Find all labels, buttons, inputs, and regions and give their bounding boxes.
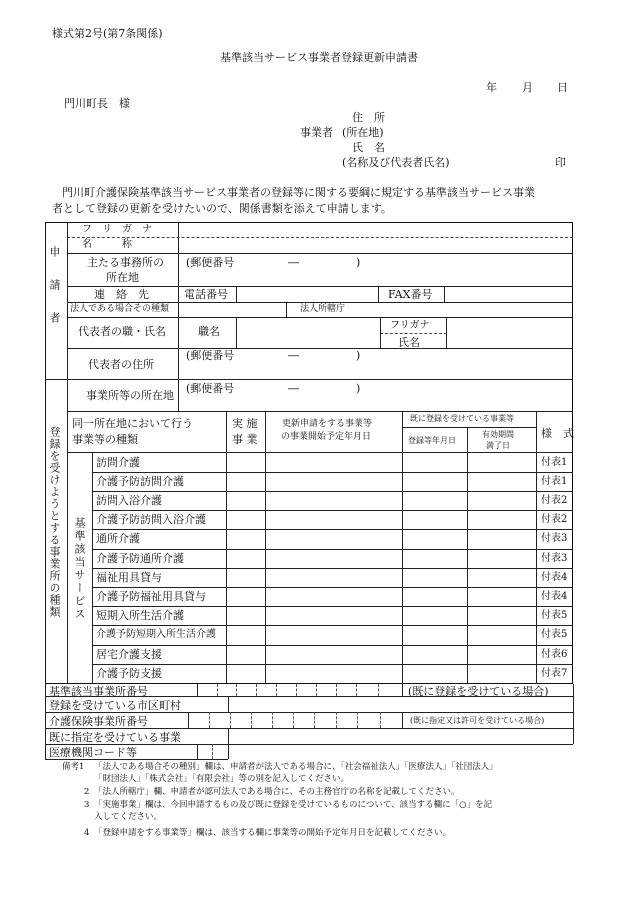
position-field[interactable]	[240, 322, 376, 342]
start-date-header-1: 更新申請をする事業等	[282, 419, 373, 429]
representative-name-field[interactable]	[450, 322, 568, 342]
municipality-field[interactable]	[232, 700, 568, 711]
service-row-name: 訪問介護	[96, 456, 140, 469]
insurance-number-label: 介護保険事業所番号	[49, 715, 148, 728]
service-row-name: 介護予防福祉用具貸与	[96, 590, 206, 603]
form-header: 様 式	[541, 427, 574, 440]
seal-mark: 印	[555, 156, 566, 169]
service-row-name: 介護予防訪問介護	[96, 475, 184, 488]
postal-code-dash: ―	[288, 256, 299, 269]
operator-label: 事業者	[300, 126, 333, 139]
intro-line-2: 者として登録の更新を受けたいので、関係書類を添えて申請します。	[52, 202, 392, 215]
validity-header-2: 満了日	[486, 441, 510, 450]
service-row-form: 付表3	[541, 553, 568, 564]
note-1-line-2: 「財団法人」「株式会社」「有限会社」等の別を記入してください。	[94, 774, 350, 784]
document-title: 基準該当サービス事業者登録更新申請書	[220, 51, 418, 64]
note-4: 「登録申請をする事業等」欄は、該当する欄に事業等の開始予定年月日を記載してください。	[94, 828, 452, 838]
office-postal-code-dash: ―	[288, 382, 299, 395]
service-row-form: 付表7	[541, 668, 568, 679]
fax-field[interactable]	[448, 289, 568, 301]
service-row-form: 付表2	[541, 495, 568, 506]
office-location-field[interactable]	[186, 397, 566, 409]
office-number-note: (既に登録を受けている場合)	[408, 685, 549, 698]
note-3-line-2: 入してください。	[94, 812, 163, 822]
service-section-label: 登録を受けようとする事業所の種類	[48, 426, 61, 618]
representative-furigana-label: フリガナ	[390, 320, 430, 331]
note-3-line-1: 「実施事業」欄は、今回申請するもの及び既に登録を受けているものについて、該当する欄に「○」を記	[94, 800, 493, 810]
service-row-form: 付表5	[541, 610, 568, 621]
representative-title-label: 代表者の職・氏名	[78, 325, 166, 338]
service-row-form: 付表2	[541, 514, 568, 525]
representative-address-field[interactable]	[186, 364, 566, 376]
validity-header-1: 有効期間	[482, 430, 514, 439]
service-row-name: 福祉用具貸与	[96, 571, 162, 584]
designated-business-field[interactable]	[232, 732, 568, 743]
service-row-form: 付表4	[541, 572, 568, 583]
date-day-label: 日	[557, 81, 568, 94]
service-row-form: 付表1	[541, 457, 568, 468]
service-row-form: 付表4	[541, 591, 568, 602]
furigana-label: フ リ ガ ナ	[82, 224, 152, 235]
rep-postal-code-label: (郵便番号	[186, 349, 235, 362]
phone-field[interactable]	[240, 289, 374, 301]
company-name-label: 名 称	[82, 239, 132, 250]
insurance-number-note: (既に指定又は許可を受けている場合)	[410, 716, 545, 725]
date-month-label: 月	[522, 81, 533, 94]
corporate-authority-label: 法人所轄庁	[300, 304, 346, 314]
applicant-section-label: 申請者	[48, 246, 61, 345]
name-label: 氏 名	[352, 141, 385, 154]
position-label: 職名	[198, 325, 220, 338]
medical-code-label: 医療機関コード等	[49, 746, 137, 759]
office-location-label: 事業所等の所在地	[86, 389, 174, 402]
office-postal-code-label: (郵便番号	[186, 382, 235, 395]
implemented-header-2: 事 業	[232, 433, 258, 446]
service-row-name: 介護予防短期入所生活介護	[96, 629, 216, 640]
main-office-label-2: 所在地	[106, 271, 139, 284]
registered-business-header: 既に登録を受けている事業等	[410, 414, 514, 423]
registration-date-header: 登録等年月日	[408, 436, 456, 445]
service-row-name: 短期入所生活介護	[96, 609, 184, 622]
corporate-type-label: 法人である場合その種類	[70, 304, 170, 314]
service-row-name: 訪問入浴介護	[96, 494, 162, 507]
representative-name-label: (名称及び代表者氏名)	[342, 156, 450, 169]
designated-business-label: 既に指定を受けている事業	[49, 731, 181, 744]
rep-postal-code-dash: ―	[288, 349, 299, 362]
note-2: 「法人所轄庁」欄、申請者が認可法人である場合に、その主務官庁の名称を記載してください。	[94, 787, 460, 797]
business-type-header-2: 事業等の種類	[72, 433, 138, 446]
addressee: 門川町長 様	[64, 97, 130, 110]
service-row-form: 付表3	[541, 533, 568, 544]
service-row-name: 介護予防通所介護	[96, 552, 184, 565]
representative-address-label: 代表者の住所	[88, 358, 154, 371]
service-group-label: 基準該当サービス	[73, 517, 86, 621]
corporate-type-field[interactable]	[182, 305, 282, 315]
note-4-number: 4	[84, 828, 90, 838]
implemented-header-1: 実 施	[232, 417, 258, 430]
company-name-field[interactable]	[182, 240, 570, 252]
phone-label: 電話番号	[184, 288, 228, 301]
intro-line-1: 門川町介護保険基準該当サービス事業者の登録等に関する要綱に規定する基準該当サービス事業	[62, 186, 535, 199]
date-year-label: 年	[486, 81, 497, 94]
business-type-header-1: 同一所在地において行う	[72, 417, 193, 430]
note-2-number: 2	[84, 787, 90, 797]
main-office-address-field[interactable]	[186, 272, 566, 284]
note-3-number: 3	[84, 800, 90, 810]
postal-code-close: )	[356, 256, 361, 269]
service-row-name: 介護予防訪問入浴介護	[96, 513, 206, 526]
municipality-label: 登録を受けている市区町村	[49, 699, 181, 712]
start-date-header-2: の事業開始予定年月日	[281, 432, 372, 442]
note-1-head: 備考1	[62, 762, 85, 772]
address-label: 住 所	[352, 111, 385, 124]
corporate-authority-field[interactable]	[356, 305, 568, 315]
note-1-line-1: 「法人である場合その種別」欄は、申請者が法人である場合に、「社会福祉法人」「医療法人」「社団法人」	[94, 762, 498, 772]
representative-name-field-label: 氏名	[398, 336, 420, 349]
service-row-form: 付表6	[541, 649, 568, 660]
fax-label: FAX番号	[388, 288, 433, 301]
form-number: 様式第2号(第7条関係)	[52, 27, 163, 40]
office-postal-code-close: )	[356, 382, 361, 395]
rep-postal-code-close: )	[356, 349, 361, 362]
postal-code-label: (郵便番号	[186, 256, 235, 269]
office-number-label: 基準該当事業所番号	[49, 685, 148, 698]
service-row-name: 通所介護	[96, 532, 140, 545]
service-row-form: 付表5	[541, 629, 568, 640]
service-row-form: 付表1	[541, 476, 568, 487]
service-row-name: 介護予防支援	[96, 667, 162, 680]
company-furigana-field[interactable]	[182, 224, 570, 236]
contact-label: 連 絡 先	[94, 288, 149, 301]
service-row-name: 居宅介護支援	[96, 648, 162, 661]
main-office-label-1: 主たる事務所の	[87, 256, 164, 269]
location-label: (所在地)	[342, 126, 384, 139]
